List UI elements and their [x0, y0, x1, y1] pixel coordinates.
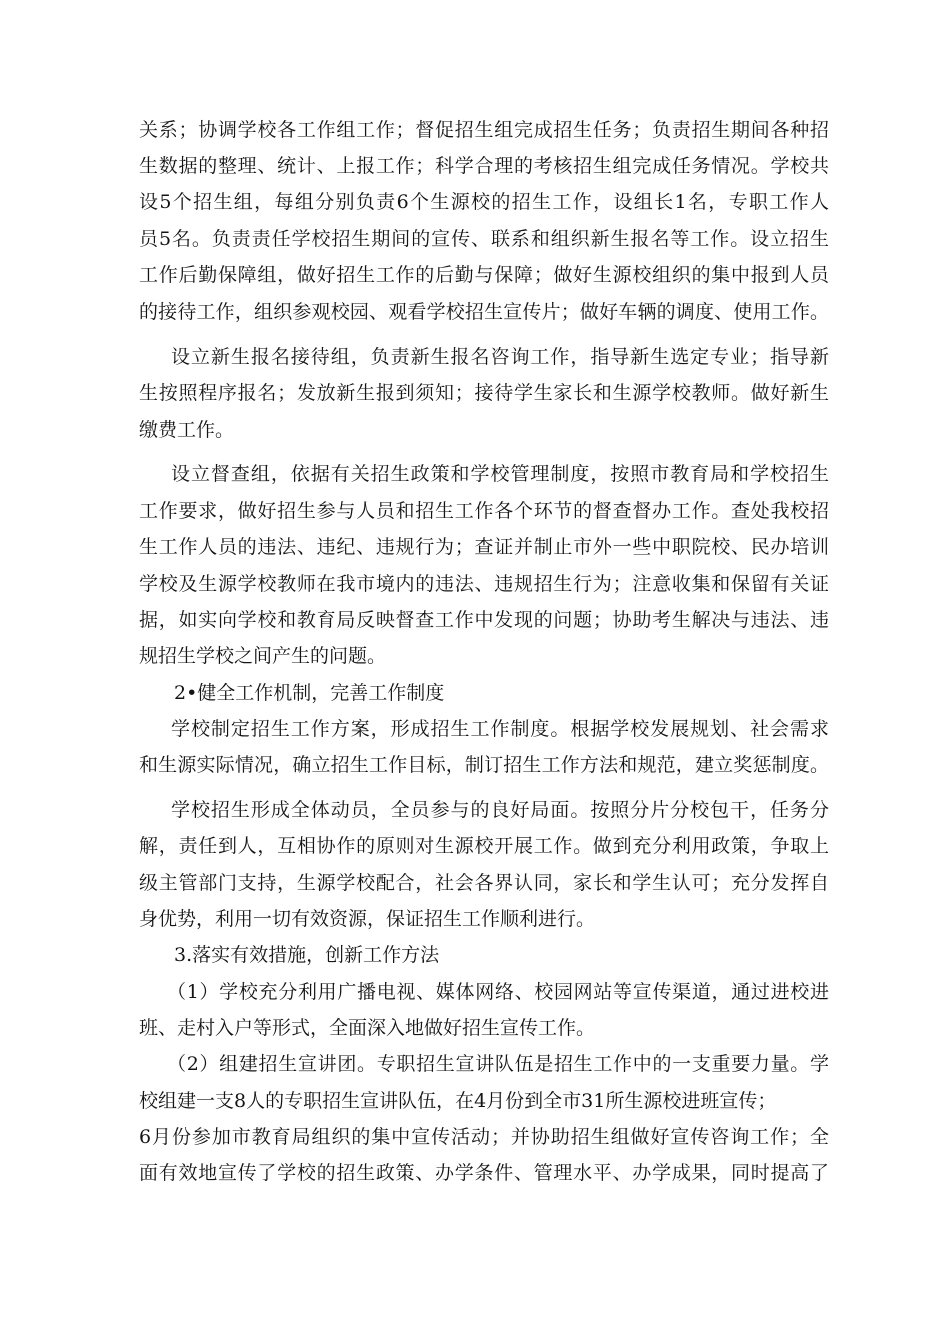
text-line: 学校及生源学校教师在我市境内的违法、违规招生行为；注意收集和保留有关证 [139, 573, 829, 595]
text-line: 关系；协调学校各工作组工作；督促招生组完成招生任务；负责招生期间各种招 [139, 119, 829, 141]
text-line: 身优势，利用一切有效资源，保证招生工作顺利进行。 [139, 908, 596, 930]
text-line: 生按照程序报名；发放新生报到须知；接待学生家长和生源学校教师。做好新生 [139, 382, 829, 404]
text-line: 级主管部门支持，生源学校配合，社会各界认同，家长和学生认可；充分发挥自 [139, 872, 829, 894]
text-line: 解，责任到人，互相协作的原则对生源校开展工作。做到充分利用政策，争取上 [139, 835, 829, 857]
paragraph-first-line: 设立督查组，依据有关招生政策和学校管理制度，按照市教育局和学校招生 [171, 463, 829, 485]
text-line: 设5个招生组，每组分别负责6个生源校的招生工作，设组长1名，专职工作人 [139, 191, 829, 213]
paragraph-first-line: 学校制定招生工作方案，形成招生工作制度。根据学校发展规划、社会需求 [171, 718, 829, 740]
text-line: 工作后勤保障组，做好招生工作的后勤与保障；做好生源校组织的集中报到人员 [139, 264, 829, 286]
text-line: 班、走村入户等形式，全面深入地做好招生宣传工作。 [139, 1017, 596, 1039]
paragraph-first-line: （2）组建招生宣讲团。专职招生宣讲队伍是招生工作中的一支重要力量。学 [167, 1053, 829, 1075]
text-line: 6月份参加市教育局组织的集中宣传活动；并协助招生组做好宣传咨询工作；全 [139, 1126, 829, 1148]
text-line: 员5名。负责责任学校招生期间的宣传、联系和组织新生报名等工作。设立招生 [139, 228, 829, 250]
text-line: 和生源实际情况，确立招生工作目标，制订招生工作方法和规范，建立奖惩制度。 [139, 754, 829, 776]
text-line: 面有效地宣传了学校的招生政策、办学条件、管理水平、办学成果，同时提高了 [139, 1162, 829, 1184]
text-line: 生工作人员的违法、违纪、违规行为；查证并制止市外一些中职院校、民办培训 [139, 536, 829, 558]
paragraph-first-line: （1）学校充分利用广播电视、媒体网络、校园网站等宣传渠道，通过进校进 [167, 981, 829, 1003]
text-line: 的接待工作，组织参观校园、观看学校招生宣传片；做好车辆的调度、使用工作。 [139, 301, 829, 323]
section-heading: 2•健全工作机制，完善工作制度 [174, 682, 445, 704]
text-line: 校组建一支8人的专职招生宣讲队伍，在4月份到全市31所生源校进班宣传； [139, 1090, 777, 1112]
text-line: 工作要求，做好招生参与人员和招生工作各个环节的督查督办工作。查处我校招 [139, 500, 829, 522]
text-line: 缴费工作。 [139, 419, 235, 441]
paragraph-first-line: 设立新生报名接待组，负责新生报名咨询工作，指导新生选定专业；指导新 [171, 346, 829, 368]
section-heading: 3.落实有效措施，创新工作方法 [174, 944, 440, 966]
text-line: 生数据的整理、统计、上报工作；科学合理的考核招生组完成任务情况。学校共 [139, 155, 829, 177]
paragraph-first-line: 学校招生形成全体动员，全员参与的良好局面。按照分片分校包干，任务分 [171, 799, 829, 821]
text-line: 据，如实向学校和教育局反映督查工作中发现的问题；协助考生解决与违法、违 [139, 609, 829, 631]
text-line: 规招生学校之间产生的问题。 [139, 645, 387, 667]
